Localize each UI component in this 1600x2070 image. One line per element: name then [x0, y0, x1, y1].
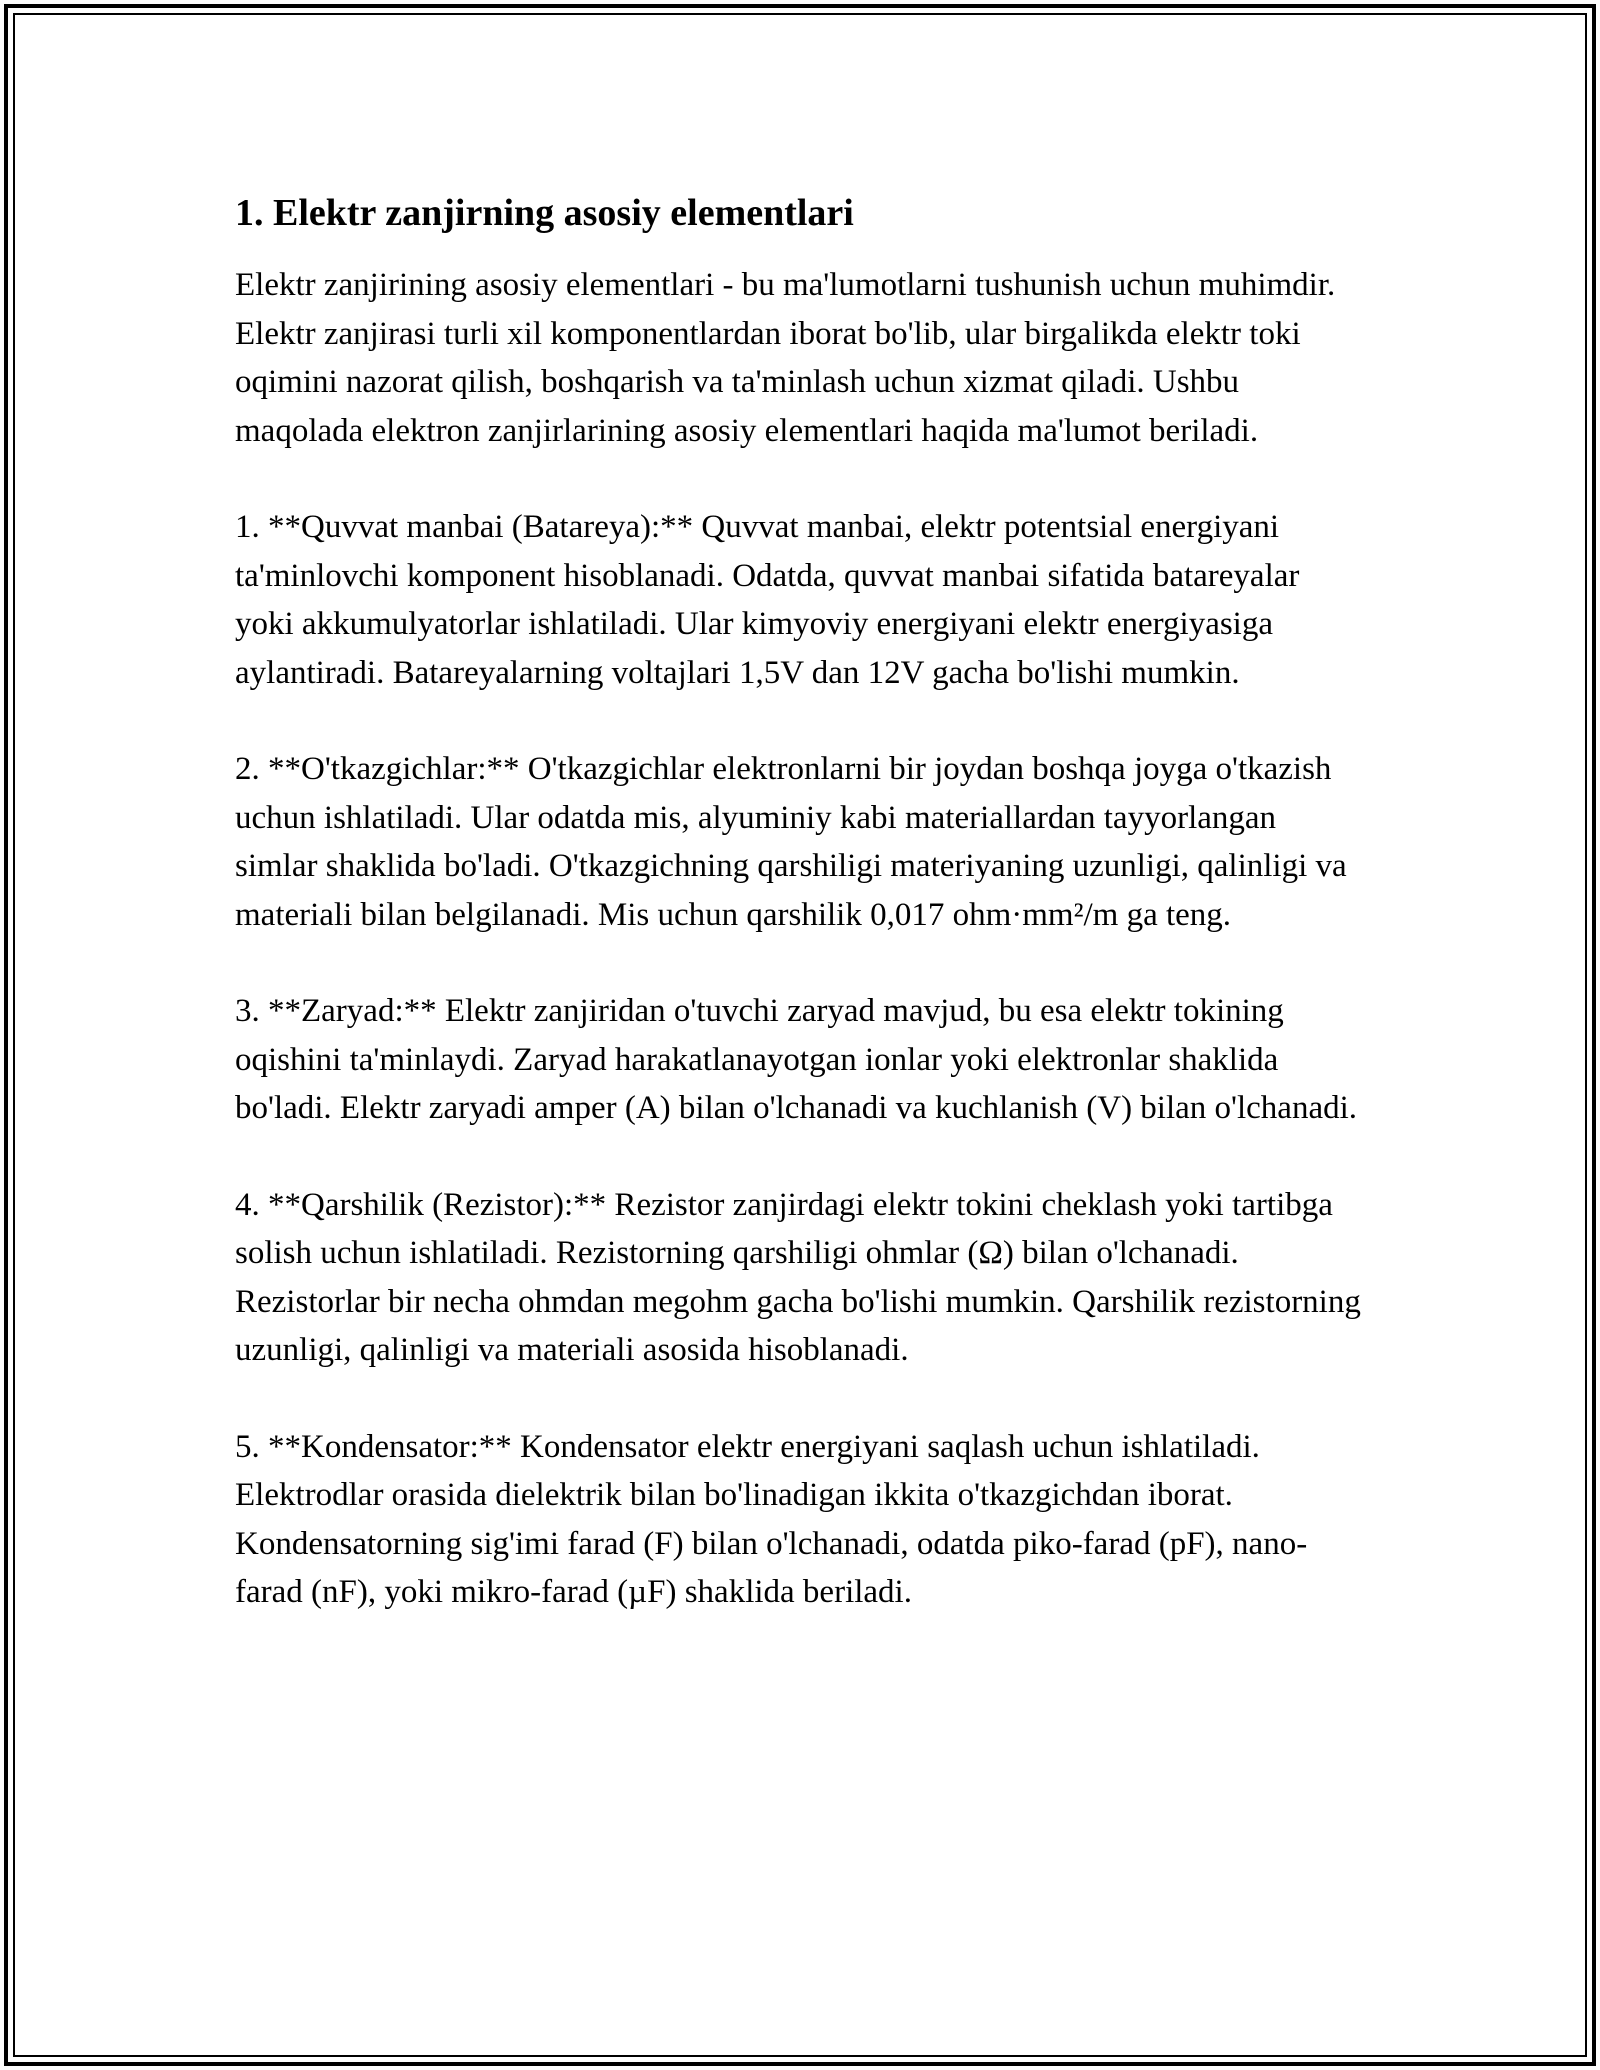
paragraph-resistor: 4. **Qarshilik (Rezistor):** Rezistor zanjirdagi elektr tokini cheklash yoki tartibga solish uchun ishlatiladi. Rezistorning qarshiligi ohmlar (Ω) bilan o'lchanadi. Rezistorlar bir necha ohmdan megohm gacha bo'lishi mumkin. Qarshilik rezistorning uzunligi, qalinligi va materiali asosida hisoblanadi. — [235, 1186, 1361, 1368]
document-body — [235, 185, 1365, 1665]
section-heading: 1. Elektr zanjirning asosiy elementlari — [235, 192, 854, 234]
paragraph-power-source: 1. **Quvvat manbai (Batareya):** Quvvat manbai, elektr potentsial energiyani ta'minlovchi komponent hisoblanadi. Odatda, quvvat manbai sifatida batareyalar yoki akkumulyatorlar ishlatiladi. Ular kimyoviy energiyani elektr energiyasiga aylantiradi. Batareyalarning voltajlari 1,5V dan 12V gacha bo'lishi mumkin. — [235, 509, 1300, 691]
intro-paragraph: Elektr zanjirining asosiy elementlari - bu ma'lumotlarni tushunish uchun muhimdir. Elektr zanjirasi turli xil komponentlardan iborat bo'lib, ular birgalikda elektr toki oqimini nazorat qilish, boshqarish va ta'minlash uchun xizmat qiladi. Ushbu maqolada elektron zanjirlarining asosiy elementlari haqida ma'lumot beriladi. — [235, 267, 1336, 449]
paragraph-conductors: 2. **O'tkazgichlar:** O'tkazgichlar elektronlarni bir joydan boshqa joyga o'tkazish uchun ishlatiladi. Ular odatda mis, alyuminiy kabi materiallardan tayyorlangan simlar shaklida bo'ladi. O'tkazgichning qarshiligi materiyaning uzunligi, qalinligi va materiali bilan belgilanadi. Mis uchun qarshilik 0,017 ohm·mm²/m ga teng. — [235, 751, 1347, 933]
paragraph-charge: 3. **Zaryad:** Elektr zanjiridan o'tuvchi zaryad mavjud, bu esa elektr tokining oqishini ta'minlaydi. Zaryad harakatlanayotgan ionlar yoki elektronlar shaklida bo'ladi. Elektr zaryadi amper (A) bilan o'lchanadi va kuchlanish (V) bilan o'lchanadi. — [235, 993, 1358, 1126]
paragraph-capacitor: 5. **Kondensator:** Kondensator elektr energiyani saqlash uchun ishlatiladi. Elektrodlar orasida dielektrik bilan bo'linadigan ikkita o'tkazgichdan iborat. Kondensatorning sig'imi farad (F) bilan o'lchanadi, odatda piko-farad (pF), nano-farad (nF), yoki mikro-farad (µF) shaklida beriladi. — [235, 1428, 1308, 1610]
